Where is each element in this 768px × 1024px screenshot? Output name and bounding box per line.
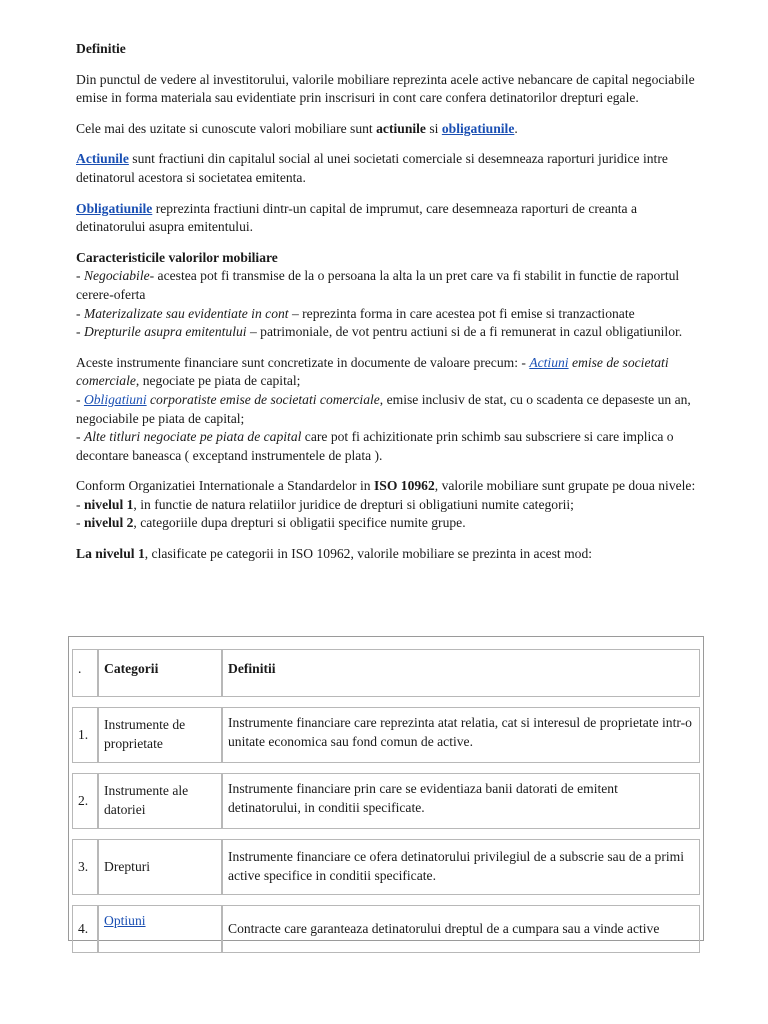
row-category: Drepturi: [98, 839, 222, 895]
level1-paragraph: La nivelul 1, clasificate pe categorii in ISO 10962, valorile mobiliare se prezinta in acest mod:: [76, 546, 593, 562]
row-category: Instrumente ale datoriei: [98, 773, 222, 829]
table-row: [72, 839, 700, 895]
obligatiunile-link-2[interactable]: Obligatiunile: [76, 200, 153, 216]
instruments-paragraph: Aceste instrumente financiare sunt concretizate in documente de valoare precum: - Actiuni emise de societati comerciale, negociate pe piata de capital; - Obligatiuni corporatiste emise de societati comerciale, emise inclusiv de stat, cu o scadenta ce depaseste un an, negociabile pe piata de capital; - Alte titluri negociate pe piata de capital care pot fi achizitionate prin schimb sau subscriere si care implica o decontare baneasca ( exceptand instrumentele de plata ).: [76, 354, 691, 463]
row-definition: Instrumente financiare prin care se evidentiaza banii datorati de emitent detinatorului, in conditii specificate.: [222, 773, 700, 829]
row-definition: Instrumente financiare care reprezinta atat relatia, cat si interesul de proprietate intr-o unitate economica sau fond comun de active.: [222, 707, 700, 763]
section-title: Definitie: [76, 41, 126, 56]
common-securities-paragraph: Cele mai des uzitate si cunoscute valori mobiliare sunt actiunile si obligatiunile.: [76, 120, 518, 136]
categories-table: [72, 649, 700, 953]
definition-paragraph: Din punctul de vedere al investitorului, valorile mobiliare reprezinta acele active nebancare de capital negociabile emise in forma materiala sau evidentiate prin inscrisuri in cont care confera detinatorilor drepturi egale.: [76, 71, 695, 106]
header-cell-category: Categorii: [98, 649, 222, 697]
optiuni-link[interactable]: Optiuni: [104, 913, 146, 928]
header-cell-definition: Definitii: [222, 649, 700, 697]
table-header-row: [72, 649, 700, 697]
row-number: 2.: [72, 773, 98, 829]
header-cell-index: .: [72, 649, 98, 697]
row-number: 3.: [72, 839, 98, 895]
table-row: [72, 707, 700, 763]
obligatiunile-link[interactable]: obligatiunile: [441, 120, 515, 136]
row-number: 1.: [72, 707, 98, 763]
obligatiunile-paragraph: Obligatiunile reprezinta fractiuni dintr-un capital de imprumut, care desemneaza raporturi de creanta a detinatorului asupra emitentului.: [76, 200, 637, 235]
row-definition: Contracte care garanteaza detinatorului dreptul de a cumpara sau a vinde active: [222, 905, 700, 953]
row-category: [98, 905, 222, 953]
characteristics-heading: Caracteristicile valorilor mobiliare: [76, 249, 278, 265]
table-row: [72, 773, 700, 829]
table-row: [72, 905, 700, 953]
actiunile-link[interactable]: Actiunile: [76, 151, 129, 167]
actiuni-link[interactable]: Actiuni: [529, 354, 569, 370]
obligatiuni-link[interactable]: Obligatiuni: [83, 391, 147, 407]
row-definition: Instrumente financiare ce ofera detinatorului privilegiul de a subscrie sau de a primi active specifice in conditii specificate.: [222, 839, 700, 895]
characteristics-section: Caracteristicile valorilor mobiliare - Negociabile- acestea pot fi transmise de la o persoana la alta la un pret care va fi stabilit in functie de raportul cerere-oferta - Materizalizate sau evidentiate in cont – reprezinta forma in care acestea pot fi emise si tranzactionate - Drepturile asupra emitentului – patrimoniale, de vot pentru actiuni si de a fi remunerat in cazul obligatiunilor.: [76, 249, 683, 340]
actiunile-paragraph: Actiunile sunt fractiuni din capitalul social al unei societati comerciale si desemneaza raporturi juridice intre detinatorul acestora si societatea emitenta.: [76, 151, 668, 185]
categories-table-frame: [68, 636, 704, 941]
row-category: Instrumente de proprietate: [98, 707, 222, 763]
iso-paragraph: Conform Organizatiei Internationale a Standardelor in ISO 10962, valorile mobiliare sunt grupate pe doua nivele: - nivelul 1, in functie de natura relatiilor juridice de drepturi si obligatiuni numite categorii; - nivelul 2, categoriile dupa drepturi si obligatii specifice numite grupe.: [76, 478, 696, 531]
row-number: 4.: [72, 905, 98, 953]
